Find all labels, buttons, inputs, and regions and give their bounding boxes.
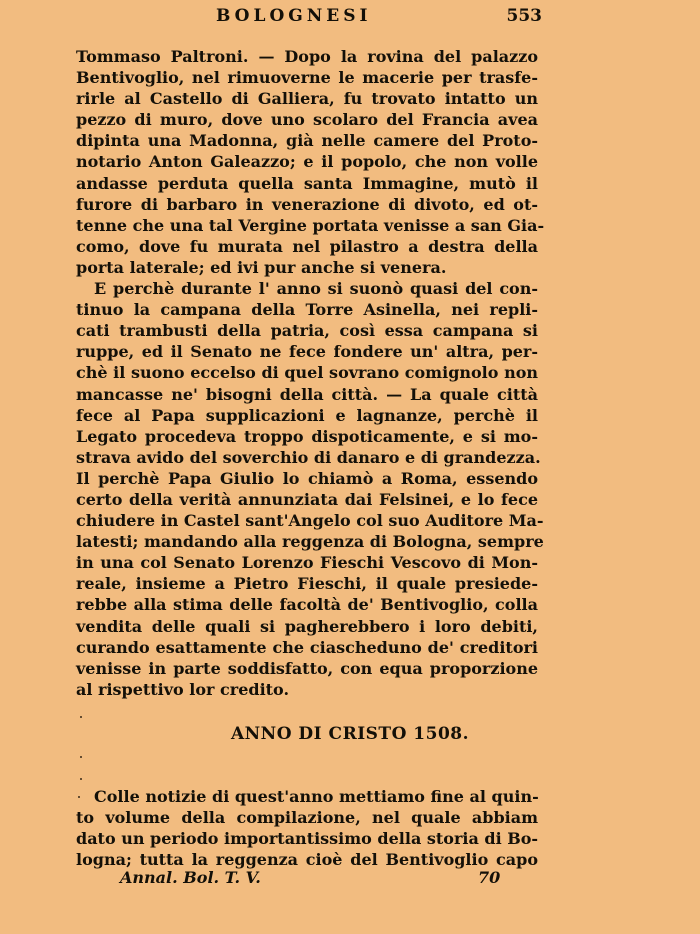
text-line: chè il suono eccelso di quel sovrano comignolo non [76, 363, 538, 383]
text-line: latesti; mandando alla reggenza di Bologna, sempre [76, 532, 544, 552]
running-title: BOLOGNESI [216, 6, 372, 26]
text-line: to volume della compilazione, nel quale abbiam [76, 808, 538, 828]
text-line: ruppe, ed il Senato ne fece fondere un' altra, per- [76, 342, 538, 362]
paragraph-paltroni [76, 46, 545, 278]
text-line: logna; tutta la reggenza cioè del Bentivoglio capo [76, 850, 538, 870]
page-number: 553 [506, 6, 542, 26]
text-line: pezzo di muro, dove uno scolaro del Francia avea [76, 110, 538, 130]
print-speck [80, 756, 82, 758]
text-line: tinuo la campana della Torre Asinella, nei repli- [76, 300, 538, 320]
print-speck [80, 778, 82, 780]
text-line: Il perchè Papa Giulio lo chiamò a Roma, essendo [76, 468, 538, 488]
text-line: certo della verità annunziata dai Felsinei, e lo fece [76, 489, 538, 509]
text-line: vendita delle quali si pagherebbero i loro debiti, [76, 616, 538, 636]
print-speck [80, 716, 82, 718]
page-footer [76, 868, 542, 892]
text-line: porta laterale; ed ivi pur anche si venera. [76, 257, 447, 277]
text-line: in una col Senato Lorenzo Fieschi Vescovo di Mon- [76, 553, 538, 573]
page-header [76, 6, 542, 32]
text-line: E perchè durante l' anno si suonò quasi del con- [94, 279, 538, 299]
paragraph-campana [76, 278, 544, 700]
text-line: al rispettivo lor credito. [76, 679, 290, 699]
text-line: andasse perduta quella santa Immagine, mutò il [76, 173, 538, 193]
section-text [76, 786, 538, 870]
text-line: cati trambusti della patria, così essa campana si [76, 321, 538, 341]
signature-number: 70 [478, 868, 501, 887]
print-speck [78, 796, 80, 798]
section-heading: ANNO DI CRISTO 1508. [230, 724, 470, 744]
text-line: notario Anton Galeazzo; e il popolo, che non volle [76, 152, 538, 172]
text-line: dipinta una Madonna, già nelle camere del Proto- [76, 131, 538, 151]
text-line: rebbe alla stima delle facoltà de' Bentivoglio, colla [76, 595, 538, 615]
text-line: furore di barbaro in venerazione di divoto, ed ot- [76, 194, 538, 214]
text-line: reale, insieme a Pietro Fieschi, il quale presiede- [76, 574, 538, 594]
text-line: fece al Papa supplicazioni e lagnanze, perchè il [76, 405, 538, 425]
text-line: rirle al Castello di Galliera, fu trovato intatto un [76, 89, 538, 109]
text-line: dato un periodo importantissimo della storia di Bo- [76, 829, 539, 849]
main-text [76, 46, 545, 700]
text-line: Colle notizie di quest'anno mettiamo fine al quin- [94, 787, 539, 806]
text-line: strava avido del soverchio di danaro e di grandezza. [76, 447, 541, 467]
text-line: Tommaso Paltroni. — Dopo la rovina del palazzo [76, 47, 538, 66]
signature-mark: Annal. Bol. T. V. [120, 868, 261, 887]
text-line: mancasse ne' bisogni della città. — La quale città [76, 384, 538, 404]
text-line: curando esattamente che ciascheduno de' creditori [76, 637, 538, 657]
text-line: Legato procedeva troppo dispoticamente, e si mo- [76, 426, 538, 446]
text-line: chiudere in Castel sant'Angelo col suo Auditore Ma- [76, 511, 544, 531]
text-line: tenne che una tal Vergine portata venisse a san Gia- [76, 215, 545, 235]
text-line: como, dove fu murata nel pilastro a destra della [76, 236, 538, 256]
text-line: venisse in parte soddisfatto, con equa proporzione [76, 658, 538, 678]
text-line: Bentivoglio, nel rimuoverne le macerie per trasfe- [76, 68, 538, 88]
